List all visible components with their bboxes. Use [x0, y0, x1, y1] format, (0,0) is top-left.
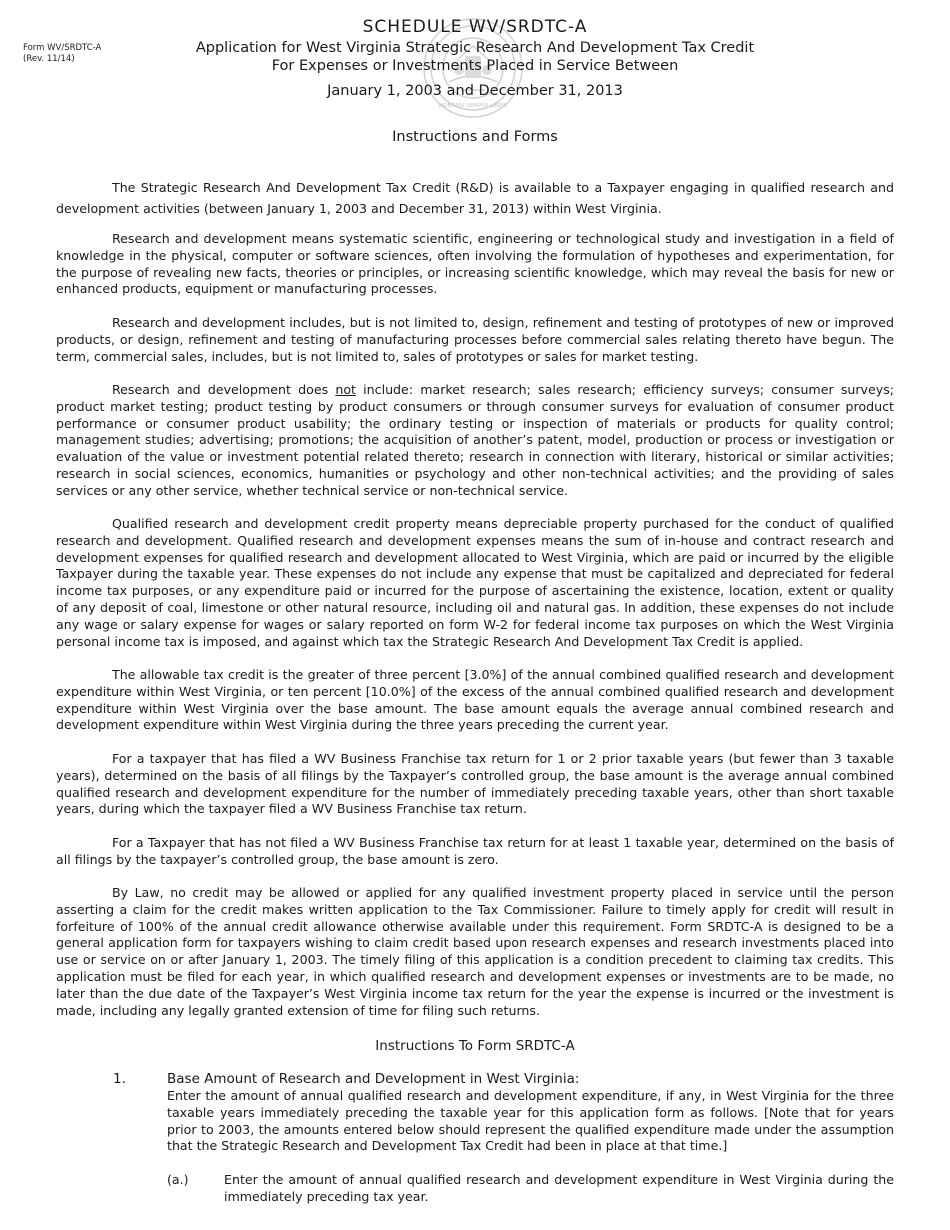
item-title: Base Amount of Research and Development in West Virginia:: [167, 1071, 580, 1087]
section-title: Instructions and Forms: [392, 129, 558, 145]
item-body: Enter the amount of annual qualified research and development expenditure, if any, in West Virginia for the three taxable years immediately preceding the taxable year for this application form as follows. [Note that for years prior to 2003, the amounts entered below should represent the qualified expenditure made under the assumption that the Strategic Research and Development Tax Credit had been in place at that time.]: [167, 1088, 894, 1154]
paragraph-text: For a taxpayer that has filed a WV Business Franchise tax return for 1 or 2 prior taxable years (but fewer than 3 taxable years), determined on the basis of all filings by the Taxpayer’s controlled group, the base amount is the average annual combined qualified research and development expenditure for the number of immediately preceding taxable years, other than short taxable years, during which the taxpayer filed a WV Business Franchise tax return.: [56, 751, 894, 817]
paragraph-rd-includes: [56, 315, 894, 365]
schedule-title: SCHEDULE WV/SRDTC-A: [362, 17, 588, 37]
paragraph-text: [56, 382, 894, 500]
subitem-label: (a.): [167, 1172, 189, 1187]
subitem-body: Enter the amount of annual qualified research and development expenditure in West Virginia during the immediately preceding tax year.: [224, 1172, 894, 1204]
form-number: Form WV/SRDTC-A: [23, 43, 102, 53]
paragraph-rest: include: market research; sales research; efficiency surveys; consumer surveys; product market testing; product testing by product consumers or through consumer surveys for evaluation of consumer product performance or consumer product usability; the ordinary testing or inspection of materials or products for quality control; management studies; advertising; promotions; the acquisition of another’s patent, model, production or process or investigation or evaluation of the value or investment potential related thereto; research in connection with literary, historical or similar activities; research in social sciences, economics, humanities or psychology and other non-technical activities; and the providing of sales services or any other service, whether technical service or non-technical service.: [56, 382, 895, 498]
paragraph-text: The Strategic Research And Development Tax Credit (R&D) is available to a Taxpayer engaging in qualified research and development activities (between January 1, 2003 and December 31, 2013) within West Virginia.: [56, 180, 894, 216]
form-revision: (Rev. 11/14): [23, 54, 75, 64]
paragraph-rd-excludes: [56, 382, 894, 500]
paragraph-allowable-credit: [56, 667, 894, 734]
paragraph-credit-overview: [56, 177, 894, 219]
paragraph-text: For a Taxpayer that has not filed a WV Business Franchise tax return for at least 1 taxable year, determined on the basis of all filings by the taxpayer’s controlled group, the base amount is zero.: [56, 835, 894, 867]
paragraph-new-filers: [56, 835, 894, 869]
item-number: 1.: [113, 1071, 126, 1087]
paragraph-rd-definition: [56, 231, 894, 298]
application-title: Application for West Virginia Strategic Research And Development Tax Credit: [195, 40, 755, 56]
emphasis-not: not: [335, 382, 356, 397]
paragraph-text: Research and development includes, but is not limited to, design, refinement and testing of prototypes of new or improved products, or design, refinement and testing of manufacturing processes before commercial sales relating thereto have begun. The term, commercial sales, includes, but is not limited to, sales of prototypes or sales for market testing.: [56, 315, 894, 364]
date-range: January 1, 2003 and December 31, 2013: [327, 83, 623, 99]
paragraph-text: Qualified research and development credit property means depreciable property purchased for the conduct of qualified research and development. Qualified research and development expenses means the sum of in-house and contract research and development expenses for qualified research and development allocated to West Virginia, which are paid or incurred by the eligible Taxpayer during the taxable year. These expenses do not include any expense that must be capitalized and depreciated for federal income tax purposes, or any expenditure paid or incurred for the purpose of ascertaining the existence, location, extent or quality of any deposit of coal, limestone or other natural resource, including oil and natural gas. In addition, these expenses do not include any wage or salary expense for wages or salary reported on form W-2 for federal income tax purposes on which the West Virginia personal income tax is imposed, and against which tax the Strategic Research And Development Tax Credit is applied.: [56, 516, 894, 649]
paragraph-text: The allowable tax credit is the greater of three percent [3.0%] of the annual combined qualified research and development expenditure within West Virginia, or ten percent [10.0%] of the excess of the annual combined qualified research and development expenditure within West Virginia over the base amount. The base amount equals the average annual combined research and development expenditure within West Virginia during the three years preceding the current year.: [56, 667, 894, 733]
application-subtitle: For Expenses or Investments Placed in Service Between: [271, 58, 679, 74]
paragraph-qualified-property: [56, 516, 894, 650]
paragraph-filing-requirement: [56, 885, 894, 1019]
paragraph-prior-filers: [56, 751, 894, 818]
paragraph-lead: Research and development does: [112, 382, 336, 397]
seal-motto: MONTANI SEMPER LIBERI: [438, 103, 508, 109]
paragraph-text: By Law, no credit may be allowed or applied for any qualified investment property placed in service until the person asserting a claim for the credit makes written application to the Tax Commissioner. Failure to timely apply for credit will result in forfeiture of 100% of the annual credit allowance otherwise available under this requirement. Form SRDTC-A is designed to be a general application form for taxpayers wishing to claim credit based upon research expenses and research investments placed into use or service on or after January 1, 2003. The timely filing of this application is a condition precedent to claiming tax credits. This application must be filed for each year, in which qualified research and development expenses or investments are to be made, no later than the due date of the Taxpayer’s West Virginia income tax return for the year the expense is incurred or the investment is made, including any legally granted extension of time for filing such returns.: [56, 885, 894, 1018]
instructions-heading: Instructions To Form SRDTC-A: [375, 1038, 575, 1054]
paragraph-text: Research and development means systematic scientific, engineering or technological study and investigation in a field of knowledge in the physical, computer or software sciences, often involving the formulation of hypotheses and experimentation, for the purpose of revealing new facts, theories or principles, or increasing scientific knowledge, which may reveal the basis for new or enhanced products, equipment or manufacturing processes.: [56, 231, 894, 297]
